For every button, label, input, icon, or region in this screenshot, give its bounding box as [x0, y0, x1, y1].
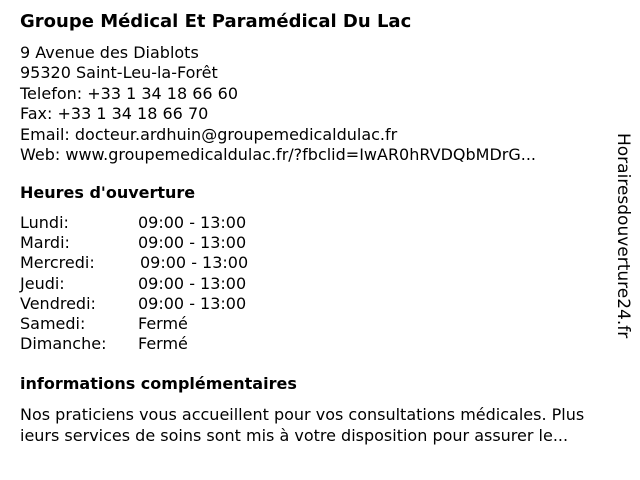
info-text-line-2: ieurs services de soins sont mis à votre disposition pour assurer le... — [20, 426, 569, 445]
time-value: 09:00 - 13:00 — [138, 293, 247, 313]
business-name: Groupe Médical Et Paramédical Du Lac — [20, 11, 412, 32]
time-value: 09:00 - 13:00 — [138, 233, 247, 253]
time-value: 09:00 - 13:00 — [138, 273, 247, 293]
watermark-text: Horairesdouverture24.fr — [613, 133, 633, 339]
opening-hours-heading: Heures d'ouverture — [20, 183, 196, 202]
address-line-1: 9 Avenue des Diablots — [20, 43, 199, 62]
website-link[interactable]: Web: www.groupemedicaldulac.fr/?fbclid=IwAR0hRVDQbMDrG... — [20, 145, 536, 165]
fax-number: Fax: +33 1 34 18 66 70 — [20, 104, 209, 124]
time-value: 09:00 - 13:00 — [138, 213, 247, 232]
day-label: Dimanche: — [20, 334, 107, 354]
day-label: Samedi: — [20, 313, 86, 333]
phone-number: Telefon: +33 1 34 18 66 60 — [20, 83, 239, 103]
site-watermark — [612, 133, 636, 373]
day-label: Lundi: — [20, 213, 69, 232]
additional-info-heading: informations complémentaires — [20, 374, 297, 393]
time-value: 09:00 - 13:00 — [140, 253, 249, 273]
time-value: Fermé — [138, 313, 188, 333]
address-line-2: 95320 Saint-Leu-la-Forêt — [20, 63, 218, 83]
contact-block — [20, 43, 590, 165]
day-label: Jeudi: — [20, 273, 65, 293]
email-address: Email: docteur.ardhuin@groupemedicaldulac.fr — [20, 124, 398, 144]
day-label: Vendredi: — [20, 293, 96, 313]
additional-info-text — [20, 404, 630, 446]
day-label: Mardi: — [20, 233, 70, 253]
info-text-line-1: Nos praticiens vous accueillent pour vos consultations médicales. Plus — [20, 405, 585, 424]
day-label: Mercredi: — [20, 253, 95, 273]
time-value: Fermé — [138, 334, 188, 354]
